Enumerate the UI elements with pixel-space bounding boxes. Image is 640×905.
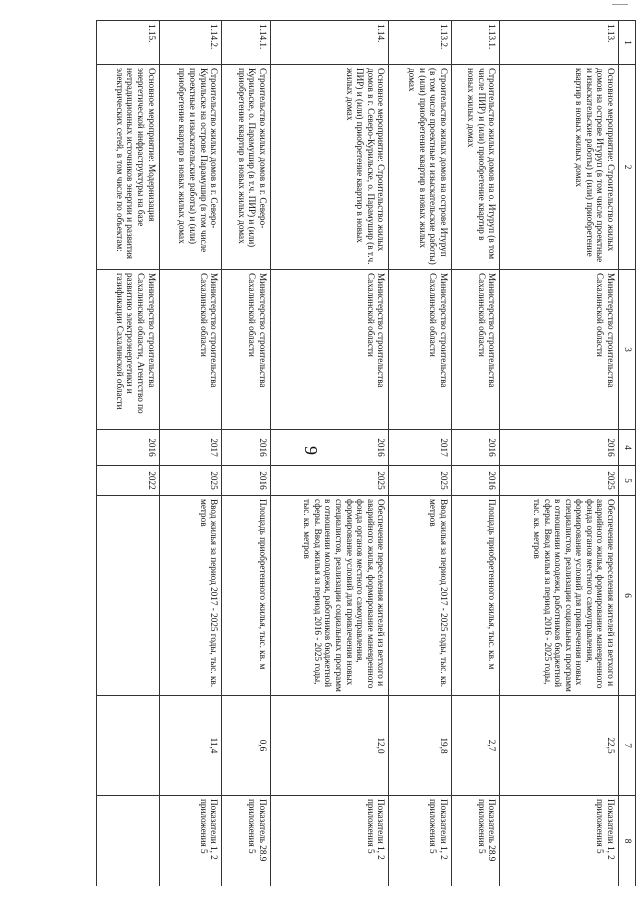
- header-cell: 6: [619, 496, 636, 696]
- cell-result: Обеспечение переселения жителей из ветхого и аварийного жилья, формирование маневренного фонда органов местного самоуправления, формирование условий для привлечения новых специалистов, реализации социальных программ в отношении молодежи, работников бюджетной сферы. Ввод жилья за период 2016 - 2025 годы, тыс. кв. метров: [270, 496, 389, 696]
- cell-no: 1.14.: [270, 21, 389, 65]
- cell-name: Строительство жилых домов на острове Итуруп (в том числе проектные и изыскательские работы) и (или) приобретение квартир в новых жилых домах: [389, 65, 452, 270]
- cell-no: 1.13.: [500, 21, 619, 65]
- cell-result: Площадь приобретенного жилья, тыс. кв. м: [451, 496, 500, 696]
- cell-name: Основное мероприятие: Строительство жилых домов на острове Итуруп (в том числе проектные и изыскательские работы) и (или) приобретение квартир в новых жилых домах: [500, 65, 619, 270]
- cell-exec: Министерство строительства Сахалинской области: [500, 270, 619, 430]
- page-number: 9: [301, 446, 321, 455]
- table-row: [97, 21, 160, 887]
- header-cell: 7: [619, 696, 636, 796]
- cell-end: 2025: [500, 466, 619, 496]
- header-cell: 8: [619, 796, 636, 887]
- cell-indicator: Показатель 28.9 приложения 5: [451, 796, 500, 887]
- cell-value: 19,8: [389, 696, 452, 796]
- rotated-table-frame: [96, 20, 636, 886]
- cell-indicator: Показатели 1, 2 приложения 5: [500, 796, 619, 887]
- cell-result: [97, 496, 160, 696]
- header-cell: 2: [619, 65, 636, 270]
- cell-end: 2022: [97, 466, 160, 496]
- top-right-rule: [612, 4, 628, 7]
- cell-exec: Министерство строительства Сахалинской области: [451, 270, 500, 430]
- cell-value: 11,4: [159, 696, 222, 796]
- cell-name: Строительство жилых домов на о. Итуруп (в том числе ПИР) и (или) приобретение квартир в новых жилых домах: [451, 65, 500, 270]
- cell-name: Строительство жилых домов в г. Северо-Курильске на острове Парамушир (в том числе проектные и изыскательские работы) и (или) приобретение квартир в новых жилых домах: [159, 65, 222, 270]
- cell-end: 2025: [270, 466, 389, 496]
- cell-start: 2017: [159, 430, 222, 466]
- cell-end: 2025: [159, 466, 222, 496]
- cell-value: 0,6: [222, 696, 271, 796]
- cell-value: [97, 696, 160, 796]
- cell-name: Строительство жилых домов в г. Северо-Курильске, о. Парамушир (в т.ч. ПИР) и (или) приобретение квартир в новых жилых домах: [222, 65, 271, 270]
- cell-end: 2025: [389, 466, 452, 496]
- cell-value: 2,7: [451, 696, 500, 796]
- cell-name: Основное мероприятие: Строительство жилых домов в г. Северо-Курильске, о. Парамушир (в т.ч. ПИР) и (или) приобретение квартир в новых жилых домах: [270, 65, 389, 270]
- header-cell: 4: [619, 430, 636, 466]
- cell-end: 2016: [222, 466, 271, 496]
- cell-exec: Министерство строительства Сахалинской области, Агентство по развитию электроэнергетики и газификации Сахалинской области: [97, 270, 160, 430]
- cell-exec: Министерство строительства Сахалинской области: [270, 270, 389, 430]
- table-row: [451, 21, 500, 887]
- table-row: [222, 21, 271, 887]
- cell-name: Основное мероприятие: Модернизация энергетической инфраструктуры на базе нетрадиционных источников энергии и развития электрических сетей, в том числе по объектам:: [97, 65, 160, 270]
- cell-indicator: Показатели 1, 2 приложения 5: [389, 796, 452, 887]
- cell-exec: Министерство строительства Сахалинской области: [159, 270, 222, 430]
- header-cell: 3: [619, 270, 636, 430]
- cell-start: 2017: [389, 430, 452, 466]
- cell-start: 2016: [222, 430, 271, 466]
- cell-start: 2016: [500, 430, 619, 466]
- table-row: [500, 21, 619, 887]
- header-cell: 5: [619, 466, 636, 496]
- cell-exec: Министерство строительства Сахалинской области: [389, 270, 452, 430]
- cell-value: 22,5: [500, 696, 619, 796]
- cell-exec: Министерство строительства Сахалинской области: [222, 270, 271, 430]
- table-row: [159, 21, 222, 887]
- table-row: [389, 21, 452, 887]
- cell-end: 2016: [451, 466, 500, 496]
- cell-indicator: [97, 796, 160, 887]
- cell-indicator: Показатели 1, 2 приложения 5: [159, 796, 222, 887]
- cell-result: Площадь приобретенного жилья, тыс. кв. м: [222, 496, 271, 696]
- cell-start: 2016: [270, 430, 389, 466]
- header-row: [619, 21, 636, 887]
- table-row: [270, 21, 389, 887]
- cell-result: Ввод жилья за период 2017 - 2025 годы, тыс. кв. метров: [389, 496, 452, 696]
- cell-no: 1.15.: [97, 21, 160, 65]
- activities-table: [96, 20, 636, 886]
- cell-result: Ввод жилья за период 2017 - 2025 годы, тыс. кв. метров: [159, 496, 222, 696]
- cell-no: 1.14.2.: [159, 21, 222, 65]
- cell-indicator: Показатели 1, 2 приложения 5: [270, 796, 389, 887]
- cell-indicator: Показатель 28.9 приложения 5: [222, 796, 271, 887]
- header-cell: 1: [619, 21, 636, 65]
- cell-no: 1.13.1.: [451, 21, 500, 65]
- cell-start: 2016: [97, 430, 160, 466]
- cell-no: 1.14.1.: [222, 21, 271, 65]
- cell-no: 1.13.2.: [389, 21, 452, 65]
- cell-value: 12,0: [270, 696, 389, 796]
- cell-start: 2016: [451, 430, 500, 466]
- rotated-content: [96, 20, 636, 886]
- cell-result: Обеспечение переселения жителей из ветхого и аварийного жилья, формирование маневренного фонда органов местного самоуправления, формирование условий для привлечения новых специалистов, реализации социальных программ в отношении молодежи, работников бюджетной сферы. Ввод жилья за период 2016 - 2025 годы, тыс. кв. метров: [500, 496, 619, 696]
